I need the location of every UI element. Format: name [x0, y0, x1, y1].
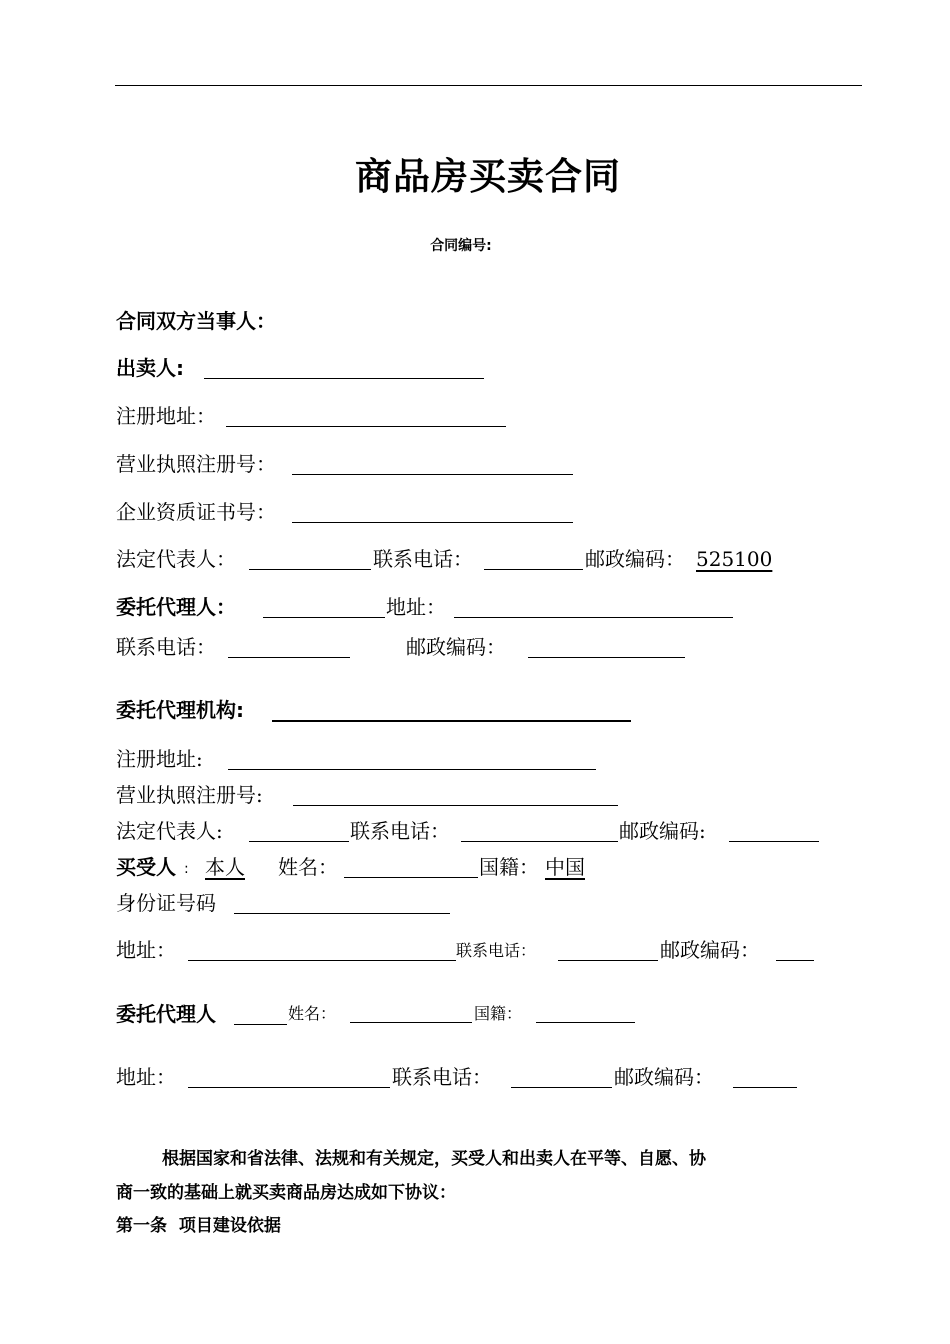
buyer-agent-field[interactable] [234, 1024, 287, 1025]
buyer-agent-postcode-field[interactable] [733, 1087, 797, 1088]
buyer-address-field[interactable] [188, 960, 456, 961]
buyer-agent-address-field[interactable] [188, 1087, 390, 1088]
seller-phone-label: 联系电话： [373, 547, 473, 571]
seller-license-label: 营业执照注册号： [116, 452, 276, 476]
buyer-nationality-value[interactable]: 中国 [545, 855, 585, 879]
agency-postcode-field[interactable] [729, 841, 819, 842]
seller-qualification-field[interactable] [292, 522, 573, 523]
buyer-phone-field[interactable] [558, 960, 658, 961]
agency-legal-rep-label: 法定代表人: [116, 819, 223, 843]
agency-label: 委托代理机构: [116, 698, 244, 722]
article-1-heading: 第一条 项目建设依据 [116, 1216, 281, 1236]
seller-agent-name-field[interactable] [263, 617, 385, 618]
seller-legal-rep-field[interactable] [249, 569, 371, 570]
buyer-postcode-label: 邮政编码： [660, 938, 760, 962]
agency-legal-rep-field[interactable] [249, 841, 349, 842]
buyer-colon: : [184, 861, 189, 877]
parties-heading: 合同双方当事人： [116, 309, 276, 333]
seller-reg-address-field[interactable] [226, 426, 506, 427]
agency-name-field[interactable] [272, 720, 631, 722]
seller-name-field[interactable] [204, 378, 484, 379]
agency-postcode-label: 邮政编码: [619, 819, 706, 843]
buyer-name-label: 姓名： [278, 855, 338, 879]
seller-license-field[interactable] [292, 474, 573, 475]
agency-license-label: 营业执照注册号: [116, 783, 263, 807]
buyer-agent-label: 委托代理人 [116, 1002, 216, 1026]
intro-line-1: 根据国家和省法律、法规和有关规定，买受人和出卖人在平等、自愿、协 [162, 1149, 706, 1169]
buyer-label: 买受人 [116, 855, 176, 879]
buyer-agent-phone-field[interactable] [511, 1087, 612, 1088]
seller-agent-label: 委托代理人： [116, 595, 236, 619]
buyer-agent-nationality-field[interactable] [536, 1022, 635, 1023]
document-title: 商品房买卖合同 [355, 154, 621, 198]
seller-agent-postcode-label: 邮政编码： [406, 635, 506, 659]
buyer-address-label: 地址： [116, 938, 176, 962]
contract-number-label: 合同编号: [430, 238, 492, 254]
top-rule [115, 85, 862, 86]
seller-legal-rep-label: 法定代表人： [116, 547, 236, 571]
buyer-value[interactable]: 本人 [205, 855, 245, 879]
agency-reg-address-label: 注册地址: [116, 747, 203, 771]
agency-license-field[interactable] [293, 805, 618, 806]
buyer-agent-postcode-label: 邮政编码： [614, 1065, 714, 1089]
seller-agent-postcode-field[interactable] [528, 657, 685, 658]
buyer-agent-name-label: 姓名： [288, 1004, 337, 1023]
seller-phone-field[interactable] [484, 569, 583, 570]
seller-agent-phone-field[interactable] [228, 657, 350, 658]
seller-agent-phone-label: 联系电话： [116, 635, 216, 659]
buyer-agent-phone-label: 联系电话： [392, 1065, 492, 1089]
buyer-agent-name-field[interactable] [350, 1022, 472, 1023]
agency-phone-label: 联系电话： [350, 819, 450, 843]
intro-line-2: 商一致的基础上就买卖商品房达成如下协议： [116, 1183, 456, 1203]
seller-postcode-value[interactable]: 525100 [696, 547, 773, 571]
buyer-postcode-field[interactable] [776, 960, 814, 961]
seller-qualification-label: 企业资质证书号： [116, 500, 276, 524]
buyer-nationality-label: 国籍： [479, 855, 539, 879]
buyer-name-field[interactable] [344, 877, 478, 878]
seller-reg-address-label: 注册地址： [116, 404, 216, 428]
buyer-id-field[interactable] [234, 913, 450, 914]
seller-postcode-label: 邮政编码： [585, 547, 685, 571]
seller-agent-address-field[interactable] [454, 617, 733, 618]
agency-reg-address-field[interactable] [228, 769, 596, 770]
buyer-phone-label: 联系电话： [456, 941, 537, 960]
seller-label: 出卖人: [116, 356, 184, 380]
seller-agent-address-label: 地址： [386, 595, 446, 619]
buyer-id-label: 身份证号码 [116, 891, 216, 915]
buyer-agent-nationality-label: 国籍： [474, 1004, 523, 1023]
agency-phone-field[interactable] [461, 841, 618, 842]
buyer-agent-address-label: 地址： [116, 1065, 176, 1089]
